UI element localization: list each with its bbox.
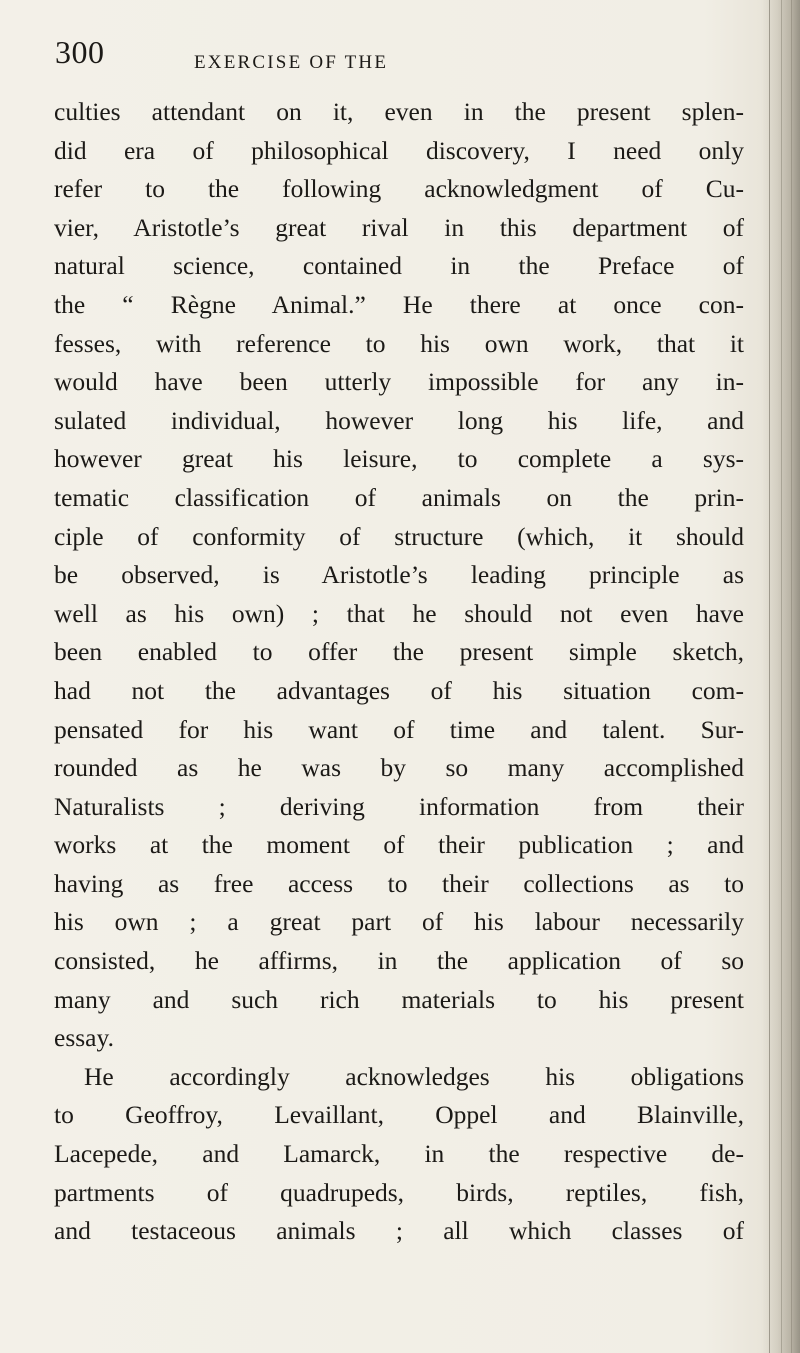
text-line: fesses, with reference to his own work, that it [54,328,744,358]
text-line: works at the moment of their publication ; and [54,830,744,860]
text-line: did era of philosophical discovery, I need only [54,135,744,165]
text-line: refer to the following acknowledgment of Cu- [54,174,744,204]
text-line: be observed, is Aristotle’s leading principle as [54,560,744,590]
text-line: Lacepede, and Lamarck, in the respective de- [54,1139,744,1169]
text-line: sulated individual, however long his life, and [54,405,744,435]
text-line: been enabled to offer the present simple sketch, [54,637,744,667]
text-line: rounded as he was by so many accomplished [54,753,744,783]
text-line: having as free access to their collections as to [54,868,744,898]
text-line: had not the advantages of his situation com- [54,675,744,705]
running-head [0,34,800,74]
text-line: well as his own) ; that he should not even have [54,598,744,628]
text-line: many and such rich materials to his present [54,984,744,1014]
text-line: essay. [54,1023,114,1053]
text-line: He accordingly acknowledges his obligations [84,1061,744,1091]
text-line: ciple of conformity of structure (which, it should [54,521,744,551]
page-edge-line [769,0,770,1353]
text-line: to Geoffroy, Levaillant, Oppel and Blainville, [54,1100,744,1130]
text-line: however great his leisure, to complete a sys- [54,444,744,474]
text-line: his own ; a great part of his labour necessarily [54,907,744,937]
text-line: natural science, contained in the Preface of [54,251,744,281]
text-line: would have been utterly impossible for any in- [54,367,744,397]
text-line: culties attendant on it, even in the present splen- [54,97,744,126]
page-number: 300 [55,34,105,70]
running-head-title: EXERCISE OF THE [194,52,389,73]
text-line: Naturalists ; deriving information from their [54,791,744,821]
text-line: partments of quadrupeds, birds, reptiles, fish, [54,1177,744,1207]
text-line: consisted, he affirms, in the application of so [54,946,744,976]
body-text [54,93,744,1251]
text-line: vier, Aristotle’s great rival in this department of [54,212,744,242]
page-edge-line [781,0,782,1353]
text-line: tematic classification of animals on the prin- [54,482,744,512]
text-line: pensated for his want of time and talent. Sur- [54,714,744,744]
text-line: and testaceous animals ; all which classes of [54,1216,744,1246]
text-line: the “ Règne Animal.” He there at once con- [54,289,744,319]
page-edge-line [791,0,792,1353]
